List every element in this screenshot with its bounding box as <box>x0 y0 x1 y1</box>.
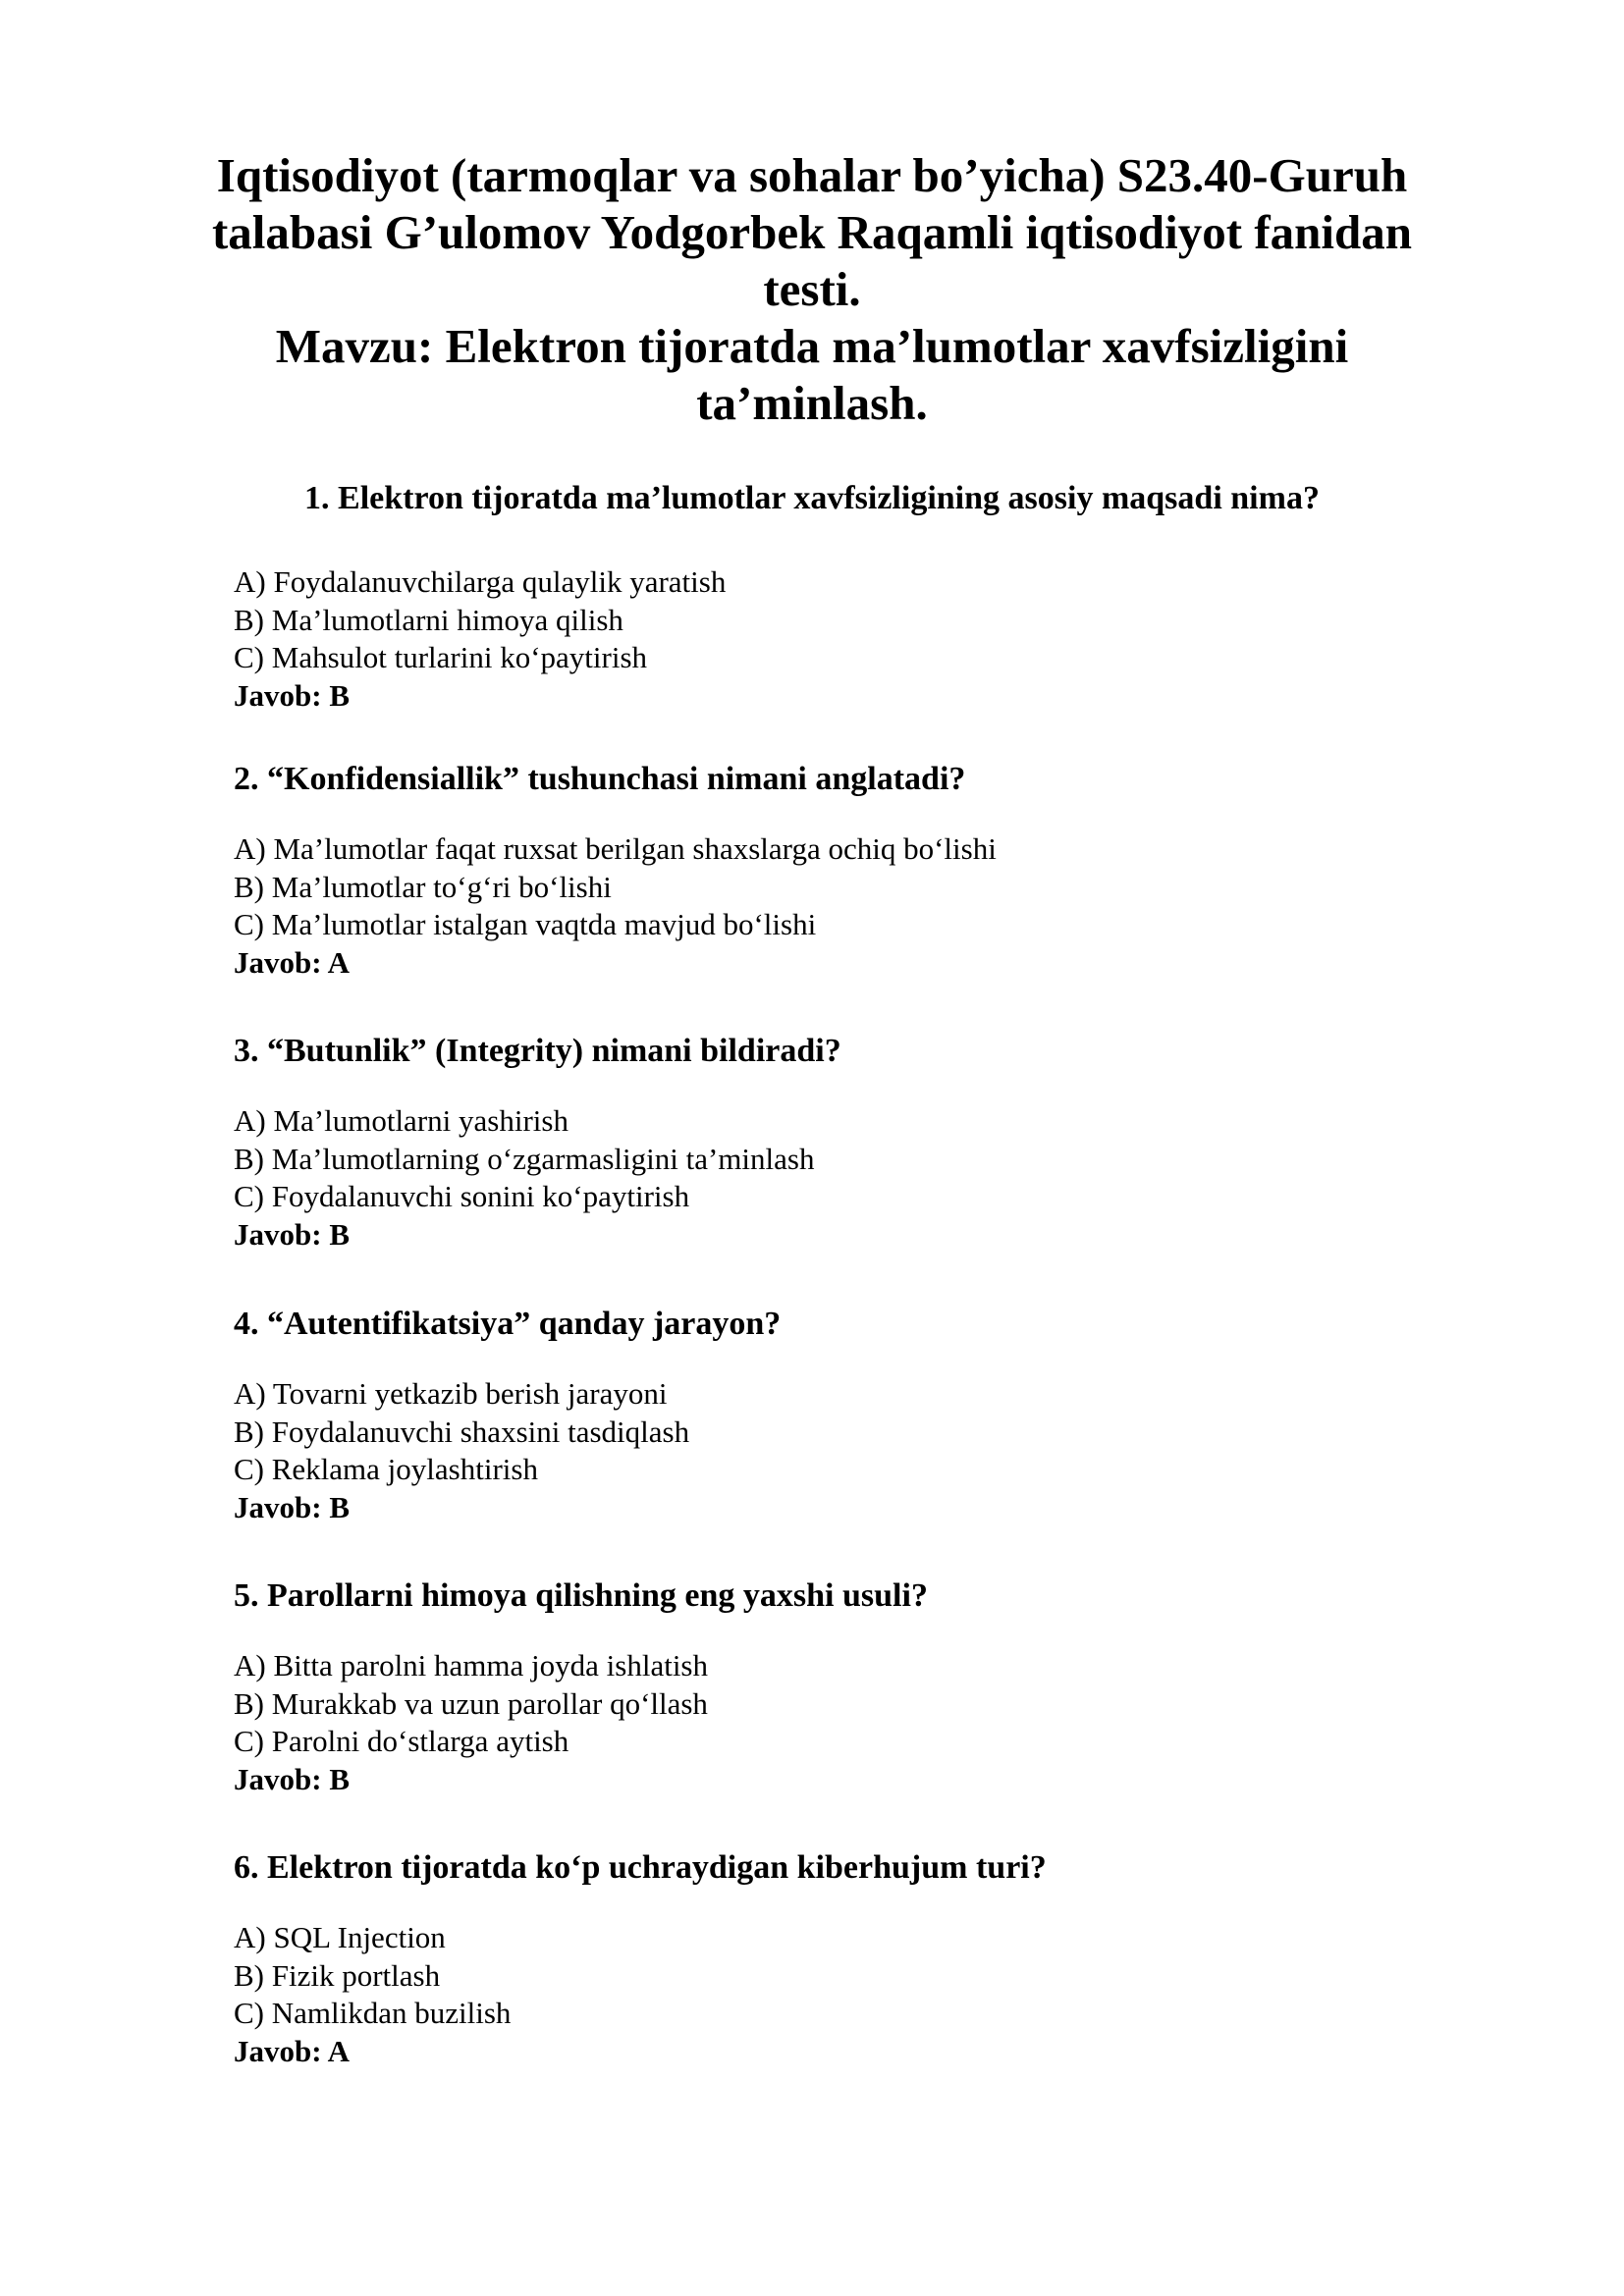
document-title <box>196 147 1428 432</box>
question-5-heading: 5. Parollarni himoya qilishning eng yaxshi usuli? <box>234 1577 928 1614</box>
question-6-answer: Javob: A <box>234 2033 350 2068</box>
option-c: C) Foydalanuvchi sonini ko‘paytirish <box>234 1179 690 1213</box>
option-a: A) Ma’lumotlar faqat ruxsat berilgan shaxslarga ochiq bo‘lishi <box>234 831 997 866</box>
question-3-options <box>234 1102 1412 1216</box>
title-line: testi. <box>763 262 861 316</box>
option-a: A) Tovarni yetkazib berish jarayoni <box>234 1376 668 1411</box>
question-2-options <box>234 830 1412 944</box>
question-1-answer: Javob: B <box>234 677 350 713</box>
option-c: C) Reklama joylashtirish <box>234 1452 538 1486</box>
question-2-answer: Javob: A <box>234 944 350 980</box>
question-3-heading: 3. “Butunlik” (Integrity) nimani bildiradi? <box>234 1033 841 1069</box>
option-c: C) Ma’lumotlar istalgan vaqtda mavjud bo‘lishi <box>234 907 817 941</box>
question-6 <box>234 1846 1412 2070</box>
topic-line: ta’minlash. <box>696 376 928 430</box>
question-4-answer: Javob: B <box>234 1489 350 1524</box>
option-c: C) Mahsulot turlarini ko‘paytirish <box>234 640 648 674</box>
option-b: B) Ma’lumotlar to‘g‘ri bo‘lishi <box>234 869 612 904</box>
question-3 <box>234 1030 1412 1254</box>
option-a: A) Bitta parolni hamma joyda ishlatish <box>234 1648 708 1682</box>
question-2 <box>234 758 1412 982</box>
option-a: A) Foydalanuvchilarga qulaylik yaratish <box>234 564 727 599</box>
option-b: B) Murakkab va uzun parollar qo‘llash <box>234 1685 708 1721</box>
question-1-heading: 1. Elektron tijoratda ma’lumotlar xavfsizligining asosiy maqsadi nima? <box>304 480 1320 516</box>
question-2-heading: 2. “Konfidensiallik” tushunchasi nimani anglatadi? <box>234 761 966 797</box>
option-b: B) Foydalanuvchi shaxsini tasdiqlash <box>234 1414 690 1449</box>
question-6-options <box>234 1919 1412 2033</box>
option-b: B) Ma’lumotlarning o‘zgarmasligini ta’minlash <box>234 1141 815 1176</box>
option-a: A) SQL Injection <box>234 1920 446 1954</box>
title-line: Iqtisodiyot (tarmoqlar va sohalar bo’yicha) S23.40-Guruh <box>216 148 1408 202</box>
question-5-options <box>234 1647 1412 1761</box>
question-6-heading: 6. Elektron tijoratda ko‘p uchraydigan kiberhujum turi? <box>234 1849 1047 1886</box>
question-3-answer: Javob: B <box>234 1216 350 1252</box>
option-c: C) Namlikdan buzilish <box>234 1996 512 2030</box>
option-a: A) Ma’lumotlarni yashirish <box>234 1103 568 1138</box>
option-c: C) Parolni do‘stlarga aytish <box>234 1724 569 1758</box>
option-b: B) Fizik portlash <box>234 1957 441 1993</box>
question-4-options <box>234 1375 1412 1489</box>
question-4 <box>234 1303 1412 1526</box>
option-b: B) Ma’lumotlarni himoya qilish <box>234 602 623 637</box>
topic-line: Mavzu: Elektron tijoratda ma’lumotlar xavfsizligini <box>275 319 1349 373</box>
question-1-options <box>234 563 1412 677</box>
question-5 <box>234 1575 1412 1798</box>
question-1-options-block <box>234 563 1412 715</box>
question-5-answer: Javob: B <box>234 1761 350 1796</box>
question-4-heading: 4. “Autentifikatsiya” qanday jarayon? <box>234 1306 782 1342</box>
title-line: talabasi G’ulomov Yodgorbek Raqamli iqtisodiyot fanidan <box>211 205 1413 259</box>
